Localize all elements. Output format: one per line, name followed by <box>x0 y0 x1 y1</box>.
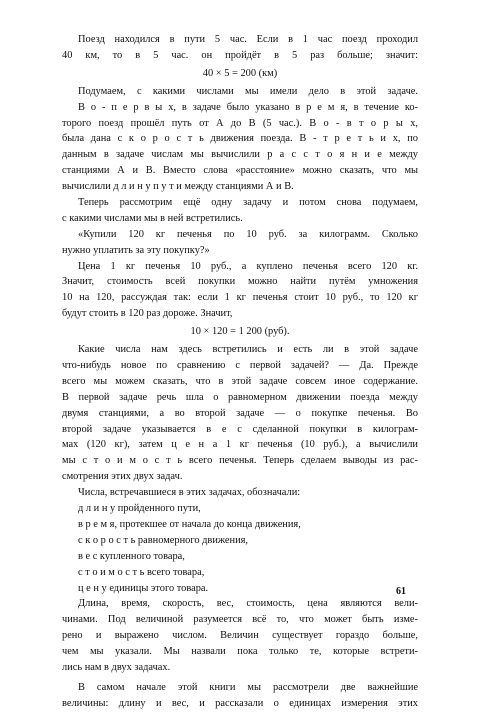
text-line: 40 км, то в 5 час. он пройдёт в 5 раз больше; значит: <box>62 49 418 61</box>
page-number: 61 <box>396 586 406 597</box>
text-line: будут стоить в 120 раз дороже. Значит, <box>62 308 233 320</box>
page-body <box>62 32 418 712</box>
text-line: чинами. Под величиной разумеется всё то, что может быть изме- <box>62 614 418 626</box>
text-line: станциями А и В. Вместо слова «расстояние» можно сказать, что мы <box>62 165 418 177</box>
text-line: В самом начале этой книги мы рассмотрели две важнейшие <box>78 681 418 693</box>
list-item: в е с купленного товара, <box>78 550 185 562</box>
text-line: В первой задаче речь шла о равномерном движении поезда между <box>62 391 418 403</box>
text-line: с какими числами мы в ней встретились. <box>62 212 243 224</box>
text-line: данным в задаче числам мы вычислили р а с с т о я н и е между <box>62 149 418 161</box>
text-line: что-нибудь новое по сравнению с первой задачей? — Да. Прежде <box>62 360 418 372</box>
text-line: чем мы указали. Мы назвали пока только те, которые встрети- <box>62 646 418 658</box>
text-line: была дана с к о р о с т ь движения поезда. В - т р е т ь и х, по <box>62 133 418 145</box>
text-line: рено и выражено числом. Величин существует гораздо больше, <box>62 630 418 642</box>
text-line: Подумаем, с какими числами мы имели дело в этой задаче. <box>78 85 418 97</box>
list-item: с т о и м о с т ь всего товара, <box>78 566 205 578</box>
list-item: д л и н у пройденного пути, <box>78 503 201 515</box>
text-line: всего мы можем сказать, что в этой задаче совсем иное содержание. <box>62 375 418 387</box>
text-line: В о - п е р в ы х, в задаче было указано в р е м я, в течение ко- <box>78 101 418 113</box>
text-line: Цена 1 кг печенья 10 руб., а куплено печенья всего 120 кг. <box>78 260 418 272</box>
text-line: «Купили 120 кг печенья по 10 руб. за килограмм. Сколько <box>78 228 418 240</box>
text-line: смотрения этих двух задач. <box>62 471 183 483</box>
text-line: двумя станциями, а во второй задаче — о покупке печенья. Во <box>62 407 418 419</box>
text-line: торого поезд прошёл путь от А до В (5 час.). В о - в т о р ы х, <box>62 117 418 129</box>
text-line: Какие числа нам здесь встретились и есть ли в этой задаче <box>78 344 418 356</box>
text-line: лись нам в двух задачах. <box>62 661 171 673</box>
text-line: Значит, стоимость всей покупки можно найти путём умножения <box>62 276 418 288</box>
formula-line: 10 × 120 = 1 200 (руб). <box>190 326 290 338</box>
text-line: нужно уплатить за эту покупку?» <box>62 244 210 256</box>
text-line: Длина, время, скорость, вес, стоимость, цена являются вели- <box>78 598 418 610</box>
text-line: Числа, встречавшиеся в этих задачах, обозначали: <box>78 487 301 499</box>
list-item: с к о р о с т ь равномерного движения, <box>78 534 249 546</box>
list-item: в р е м я, протекшее от начала до конца движения, <box>78 518 301 530</box>
list-item: ц е н у единицы этого товара. <box>78 582 209 594</box>
text-line: мы с т о и м о с т ь всего печенья. Теперь сделаем выводы из рас- <box>62 455 418 467</box>
formula-line: 40 × 5 = 200 (км) <box>202 67 278 79</box>
text-line: мах (120 кг), затем ц е н а 1 кг печенья (10 руб.), а вычислили <box>62 439 418 451</box>
text-line: 10 на 120, рассуждая так: если 1 кг печенья стоит 10 руб., то 120 кг <box>62 292 418 304</box>
text-line: Поезд находился в пути 5 час. Если в 1 час поезд проходил <box>78 34 418 45</box>
text-line: вычислили д л и н у п у т и между станциями А и В. <box>62 181 294 193</box>
text-line: второй задаче указывается в е с сделанной покупки в килограм- <box>62 423 418 435</box>
text-line: величины: длину и вес, и рассказали о единицах измерения этих <box>62 697 418 709</box>
text-line: Теперь рассмотрим ещё одну задачу и потом снова подумаем, <box>78 197 418 209</box>
